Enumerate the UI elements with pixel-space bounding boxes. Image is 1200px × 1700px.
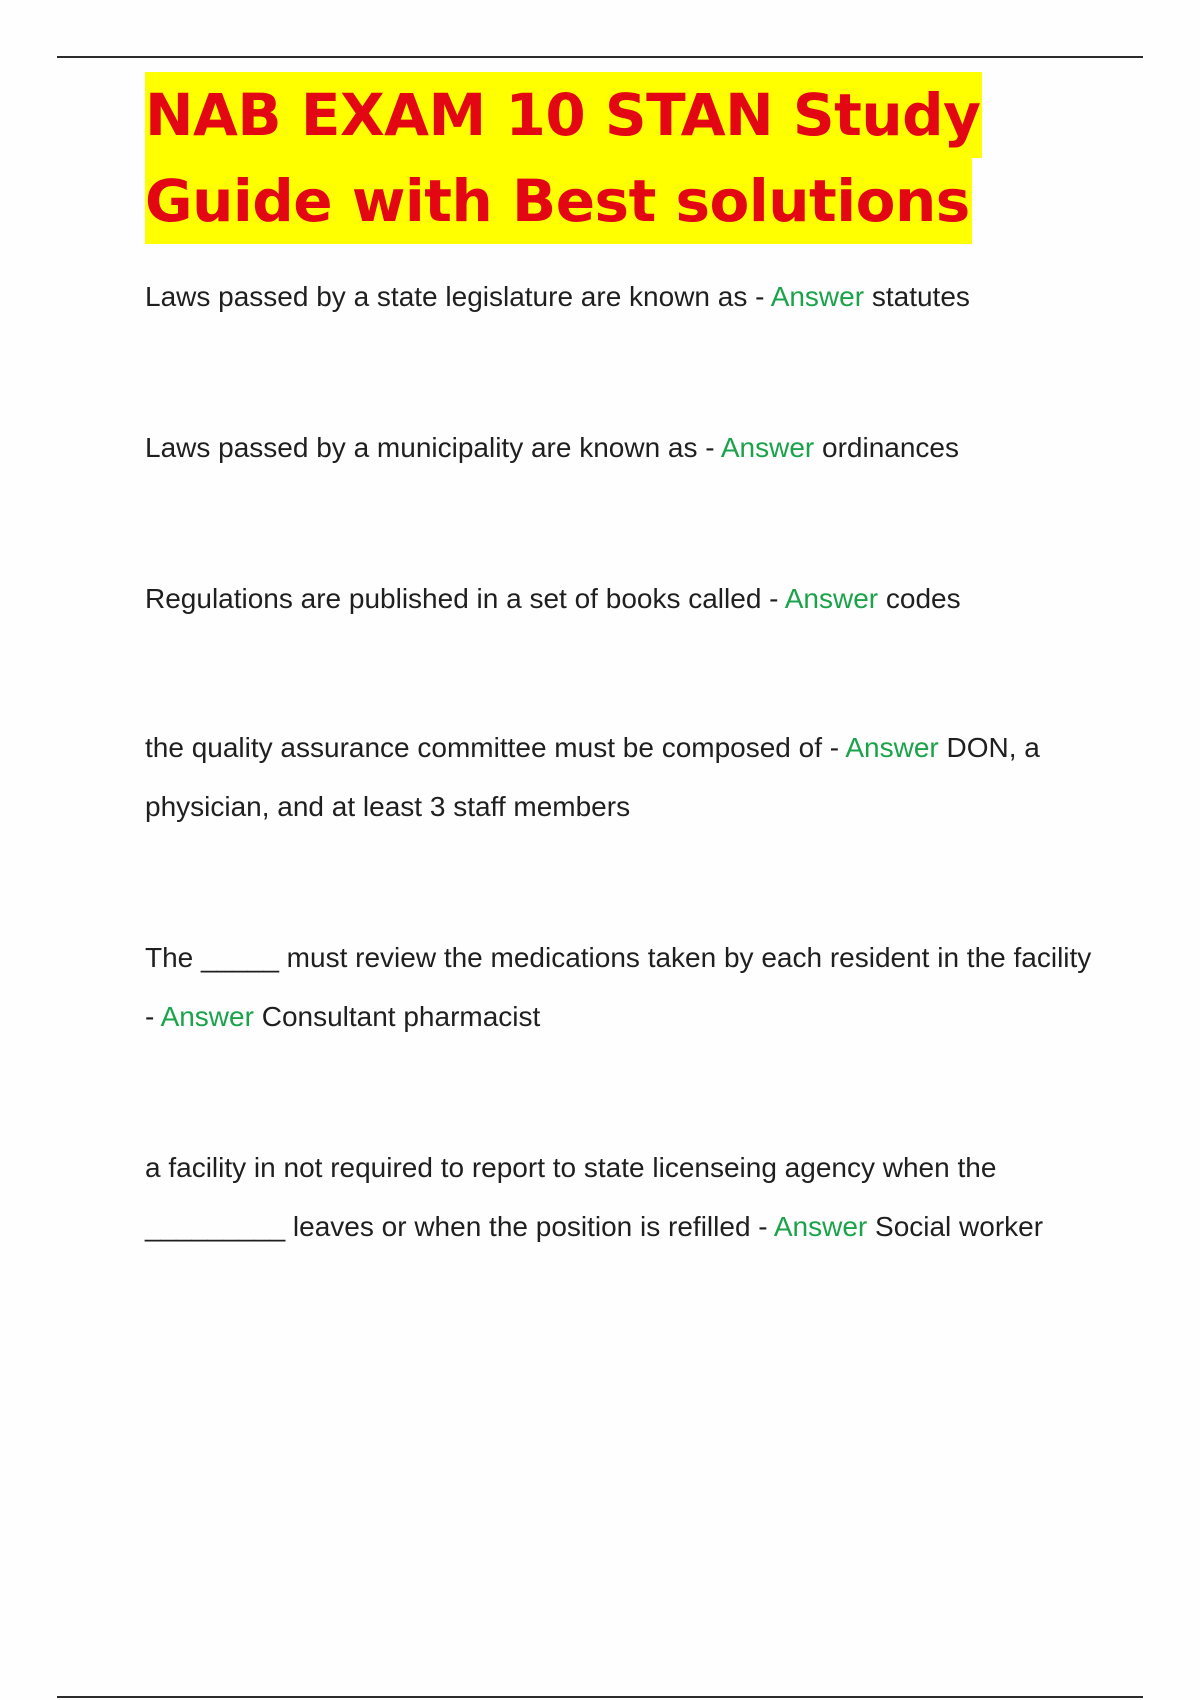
answer-text: statutes <box>864 281 970 312</box>
question-text: the quality assurance committee must be composed of - <box>145 732 846 763</box>
qa-item <box>145 928 1095 1046</box>
answer-label: Answer <box>770 281 865 312</box>
answer-label: Answer <box>773 1211 868 1242</box>
question-text: The _____ must review the medications taken by each resident in the facility - <box>145 942 1092 1032</box>
top-rule <box>57 56 1143 58</box>
answer-label: Answer <box>845 732 939 763</box>
qa-item <box>145 569 1095 628</box>
answer-label: Answer <box>160 1001 254 1032</box>
qa-item <box>145 418 1095 477</box>
answer-text: codes <box>878 583 961 614</box>
qa-item <box>145 267 1095 326</box>
document-title <box>145 72 982 244</box>
answer-text: Consultant pharmacist <box>253 1001 541 1032</box>
answer-text: Social worker <box>867 1211 1044 1242</box>
question-text: Laws passed by a state legislature are known as - <box>145 281 771 312</box>
question-text: Regulations are published in a set of books called - <box>145 583 785 614</box>
question-text: a facility in not required to report to state licenseing agency when the _________ leaves or when the position is refilled - <box>145 1152 997 1242</box>
answer-text: ordinances <box>814 432 959 463</box>
bottom-rule <box>57 1696 1143 1698</box>
question-text: Laws passed by a municipality are known as - <box>145 432 721 463</box>
answer-label: Answer <box>784 583 879 614</box>
qa-item <box>145 1138 1095 1256</box>
answer-text: DON, a physician, and at least 3 staff members <box>145 732 1040 822</box>
title-line-2: Guide with Best solutions <box>145 158 972 244</box>
answer-label: Answer <box>720 432 815 463</box>
qa-item <box>145 718 1095 836</box>
title-line-1: NAB EXAM 10 STAN Study <box>145 72 982 158</box>
